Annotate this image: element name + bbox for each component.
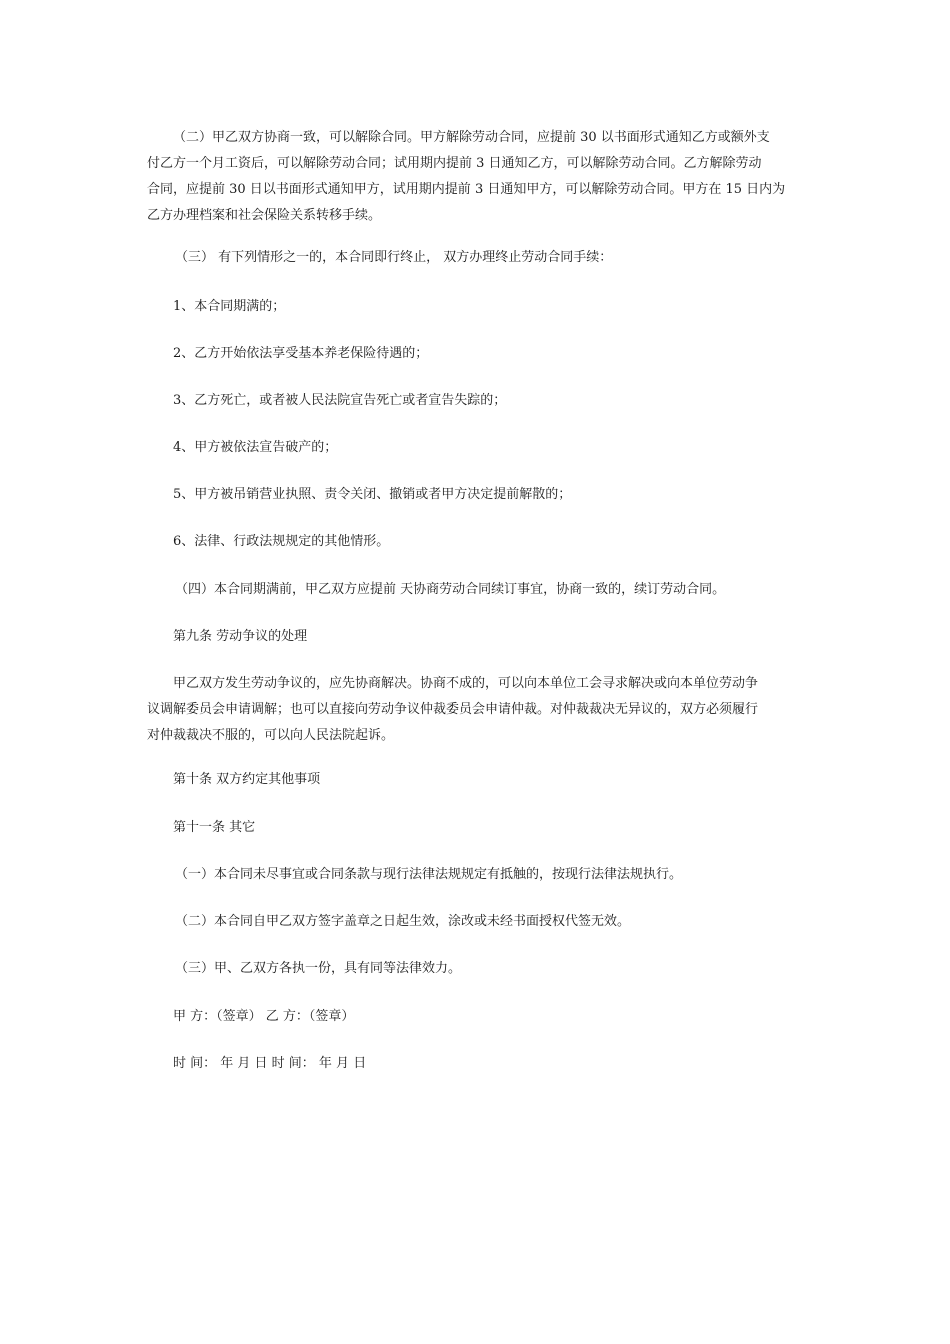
article-9-title: 第九条 劳动争议的处理 (173, 629, 308, 644)
article-9-line-3: 对仲裁裁决不服的，可以向人民法院起诉。 (147, 728, 395, 743)
clause-3-paragraph: （三） 有下列情形之一的，本合同即行终止， 双方办理终止劳动合同手续： (175, 250, 613, 265)
date-line: 时 间： 年 月 日 时 间： 年 月 日 (173, 1056, 367, 1071)
article-11-title: 第十一条 其它 (173, 820, 256, 835)
termination-item-5: 5、甲方被吊销营业执照、责令关闭、撤销或者甲方决定提前解散的； (173, 487, 572, 502)
article-9-paragraph (147, 671, 813, 749)
other-clause-3: （三）甲、乙双方各执一份，具有同等法律效力。 (175, 961, 462, 976)
termination-item-2: 2、乙方开始依法享受基本养老保险待遇的； (173, 346, 429, 361)
clause-4-paragraph: （四）本合同期满前，甲乙双方应提前 天协商劳动合同续订事宜，协商一致的，续订劳动合同。 (175, 582, 726, 597)
clause-2-line-2: 付乙方一个月工资后，可以解除劳动合同；试用期内提前 3 日通知乙方，可以解除劳动合同。乙方解除劳动 (147, 156, 762, 171)
other-clause-2: （二）本合同自甲乙双方签字盖章之日起生效，涂改或未经书面授权代签无效。 (175, 914, 631, 929)
termination-item-4: 4、甲方被依法宣告破产的； (173, 440, 338, 455)
signature-line: 甲 方：（签章） 乙 方：（签章） (173, 1009, 355, 1024)
article-9-line-2: 议调解委员会申请调解；也可以直接向劳动争议仲裁委员会申请仲裁。对仲裁裁决无异议的，双方必须履行 (147, 702, 759, 717)
termination-item-3: 3、乙方死亡，或者被人民法院宣告死亡或者宣告失踪的； (173, 393, 507, 408)
termination-item-1: 1、本合同期满的； (173, 299, 286, 314)
termination-item-6: 6、法律、行政法规规定的其他情形。 (173, 534, 390, 549)
article-9-line-1: 甲乙双方发生劳动争议的，应先协商解决。协商不成的，可以向本单位工会寻求解决或向本单位劳动争 (173, 676, 759, 691)
clause-2-paragraph (147, 125, 813, 229)
article-10-title: 第十条 双方约定其他事项 (173, 772, 321, 787)
clause-2-line-1: （二）甲乙双方协商一致，可以解除合同。甲方解除劳动合同，应提前 30 以书面形式通知乙方或额外支 (173, 130, 770, 145)
clause-2-line-4: 乙方办理档案和社会保险关系转移手续。 (147, 208, 382, 223)
clause-2-line-3: 合同，应提前 30 日以书面形式通知甲方，试用期内提前 3 日通知甲方，可以解除劳动合同。甲方在 15 日内为 (147, 182, 786, 197)
other-clause-1: （一）本合同未尽事宜或合同条款与现行法律法规规定有抵触的，按现行法律法规执行。 (175, 867, 683, 882)
